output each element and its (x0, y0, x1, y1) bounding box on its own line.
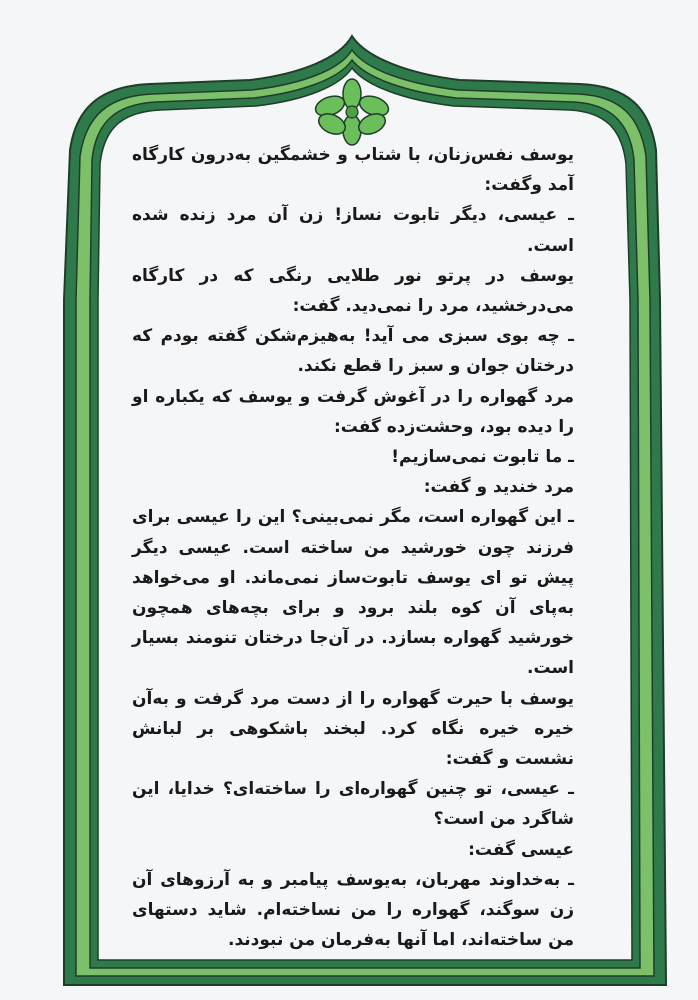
story-paragraph: ـ ما تابوت نمی‌سازیم! (391, 447, 574, 468)
story-paragraph: عیسی گفت: (468, 839, 574, 860)
story-paragraph: ـ عیسی، تو چنین گهواره‌ای را ساخته‌ای؟ خدایا، این شاگرد من است؟ (132, 779, 574, 830)
story-paragraph: ـ به‌خداوند مهربان، به‌یوسف پیامبر و به آرزوهای آن زن سوگند، گهواره را من نساخته‌ام. شاید دستهای من ساخته‌اند، اما آنها به‌فرمان من نبودند. (132, 869, 574, 951)
story-paragraph: ـ این گهواره است، مگر نمی‌بینی؟ این را عیسی برای فرزند چون خورشید من ساخته است. عیسی دیگر پیش تو ای یوسف تابوت‌ساز نمی‌ماند. او می‌خواهد به‌پای آن کوه بلند برود و برای بچه‌های همچون خورشید گهواره بسازد. در آن‌جا درختان تنومند بسیار است. (132, 507, 574, 679)
story-paragraph: یوسف نفس‌زنان، با شتاب و خشمگین به‌درون کارگاه آمد وگفت: (132, 145, 574, 196)
story-paragraph: مرد خندید و گفت: (423, 477, 574, 498)
story-paragraph: مرد گهواره را در آغوش گرفت و یوسف که یکباره او را دیده بود، وحشت‌زده گفت: (132, 386, 574, 437)
story-text (132, 140, 574, 955)
story-paragraph: ـ عیسی، دیگر تابوت نساز! زن آن مرد زنده شده است. (132, 205, 574, 256)
story-paragraph: یوسف در پرتو نور طلایی رنگی که در کارگاه می‌درخشید، مرد را نمی‌دید. گفت: (132, 265, 574, 317)
story-paragraph: یوسف با حیرت گهواره را از دست مرد گرفت و به‌آن خیره خیره نگاه کرد. لبخند باشکوهی بر لبانش نشست و گفت: (132, 688, 574, 770)
story-paragraph: ـ چه بوی سبزی می آید! به‌هیزم‌شکن گفته بودم که درختان جوان و سبز را قطع نکند. (132, 326, 574, 377)
